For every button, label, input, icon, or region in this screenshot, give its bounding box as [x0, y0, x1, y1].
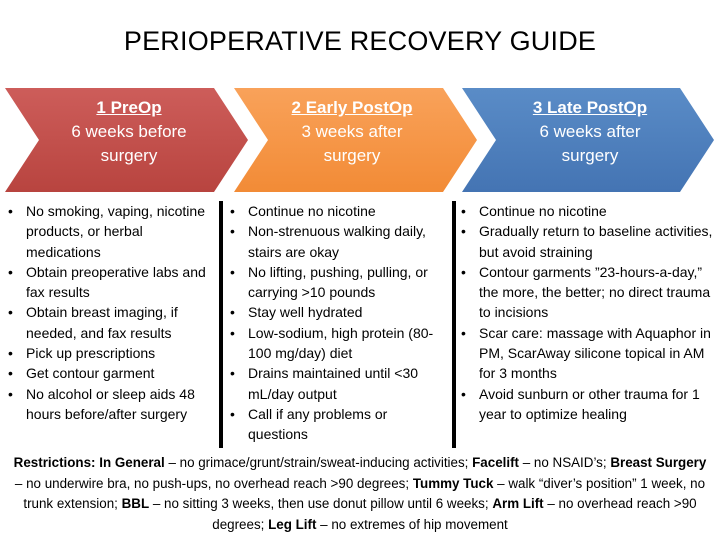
phase-label-preop — [40, 96, 218, 168]
list-item: • Contour garments ”23-hours-a-day,” the more, the better; no direct trauma to incisions — [459, 262, 713, 323]
list-item: • Drains maintained until <30 mL/day output — [228, 363, 450, 404]
page-title: PERIOPERATIVE RECOVERY GUIDE — [123, 26, 597, 56]
restriction-label: Leg Lift — [268, 516, 317, 532]
restrictions-paragraph — [10, 453, 710, 535]
early-postop-list — [228, 201, 450, 445]
phase-subtitle-line1: 6 weeks before — [71, 122, 187, 141]
phase-subtitle-line1: 6 weeks after — [539, 122, 641, 141]
phase-heading: 1 PreOp — [96, 98, 162, 117]
phase-label-late-postop — [500, 96, 680, 168]
restriction-text: – walk “diver’s position” 1 week, no trunk extension; — [23, 475, 706, 512]
list-item: • Stay well hydrated — [228, 302, 450, 322]
restriction-label: Breast Surgery — [610, 455, 707, 470]
list-item: • Get contour garment — [6, 363, 216, 383]
phase-label-early-postop — [262, 96, 442, 168]
list-item: • Avoid sunburn or other trauma for 1 year to optimize healing — [459, 384, 713, 425]
list-item: • No smoking, vaping, nicotine products, or herbal medications — [6, 201, 216, 262]
phase-subtitle-line2: surgery — [323, 146, 381, 165]
list-item: • Continue no nicotine — [459, 201, 713, 221]
list-item: • Scar care: massage with Aquaphor in PM, ScarAway silicone topical in AM for 3 months — [459, 323, 713, 384]
list-item: • No alcohol or sleep aids 48 hours before/after surgery — [6, 384, 216, 425]
phase-heading: 2 Early PostOp — [291, 98, 413, 117]
list-item: • Continue no nicotine — [228, 201, 450, 221]
list-item: • Obtain breast imaging, if needed, and fax results — [6, 302, 216, 343]
list-item: • Non-strenuous walking daily, stairs are okay — [228, 221, 450, 262]
phase-heading: 3 Late PostOp — [532, 98, 648, 117]
restriction-label: Arm Lift — [492, 496, 544, 512]
restriction-text: – no grimace/grunt/strain/sweat-inducing activities; — [164, 455, 473, 470]
phase-subtitle-line2: surgery — [100, 146, 158, 165]
restriction-text: – no underwire bra, no push-ups, no overhead reach >90 degrees; — [14, 475, 413, 491]
list-item: • Gradually return to baseline activities, but avoid straining — [459, 221, 713, 262]
restriction-text: – no extremes of hip movement — [316, 516, 508, 532]
restriction-text: – no overhead reach >90 degrees; — [212, 496, 697, 532]
phase-subtitle-line1: 3 weeks after — [301, 122, 403, 141]
preop-list — [6, 201, 216, 424]
list-item: • Call if any problems or questions — [228, 404, 450, 445]
restriction-text: – no NSAID’s; — [519, 455, 611, 470]
column-divider — [452, 201, 456, 448]
list-item: • Pick up prescriptions — [6, 343, 216, 363]
phase-subtitle-line2: surgery — [561, 146, 619, 165]
list-item: • Low-sodium, high protein (80-100 mg/day) diet — [228, 323, 450, 364]
list-item: • Obtain preoperative labs and fax results — [6, 262, 216, 303]
list-item: • No lifting, pushing, pulling, or carrying >10 pounds — [228, 262, 450, 303]
late-postop-list — [459, 201, 713, 424]
restriction-label: Facelift — [472, 455, 520, 470]
restriction-label: Tummy Tuck — [412, 475, 494, 491]
restriction-label: BBL — [121, 496, 150, 512]
restriction-text: – no sitting 3 weeks, then use donut pillow until 6 weeks; — [149, 496, 493, 512]
column-divider — [219, 201, 223, 448]
restriction-label: Restrictions: In General — [13, 455, 165, 470]
